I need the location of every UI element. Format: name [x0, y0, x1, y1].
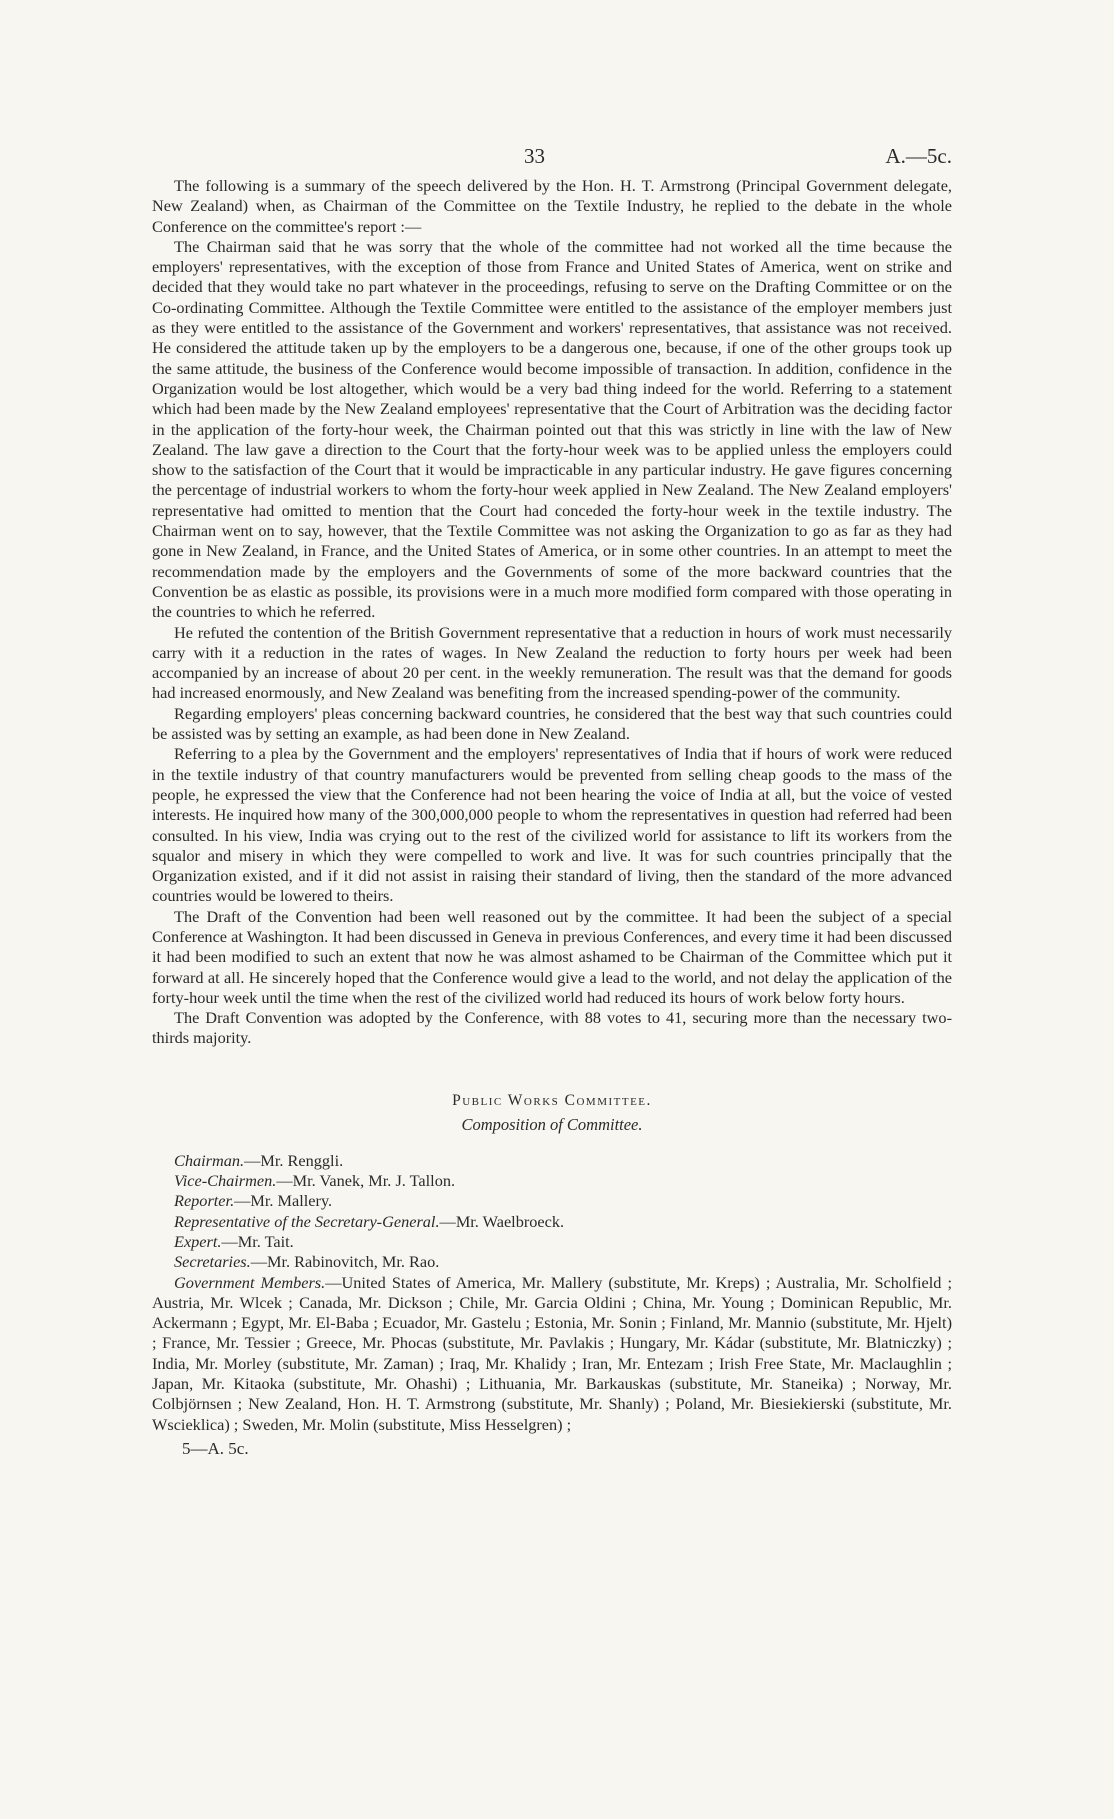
paragraph: Referring to a plea by the Government and the employers' representatives of India that if hours of work were reduced in the textile industry of that country manufacturers would be prevented from selling cheap goods to the mass of the people, he expressed the view that the Conference had not been hearing the voice of India at all, but the voice of vested interests. He inquired how many of the 300,000,000 people to whom the representatives in question had referred had been consulted. In his view, India was crying out to the rest of the civilized world for assistance to lift its workers from the squalor and misery in which they were compelled to work and live. It was for such countries principally that the Organization existed, and if it did not assist in raising their standard of living, then the standard of the more advanced countries would be lowered to theirs. — [152, 744, 952, 906]
role-label: Expert. — [174, 1231, 222, 1251]
role-value: —Mr. Tait. — [221, 1231, 294, 1251]
role-value: —Mr. Waelbroeck. — [439, 1211, 565, 1231]
role-label: Vice-Chairmen. — [174, 1171, 277, 1191]
expert-line — [152, 1232, 952, 1252]
speech-summary — [152, 176, 952, 1049]
role-value: —Mr. Rabinovitch, Mr. Rao. — [250, 1252, 440, 1272]
vice-chairmen-line — [152, 1171, 952, 1191]
page-header — [152, 140, 952, 176]
paragraph: The Draft Convention was adopted by the Conference, with 88 votes to 41, securing more than the necessary two-thirds majority. — [152, 1008, 952, 1048]
role-value: —United States of America, Mr. Mallery (substitute, Mr. Kreps) ; Australia, Mr. Scholfield ; Austria, Mr. Wlcek ; Canada, Mr. Dickson ; Chile, Mr. Garcia Oldini ; China, Mr. Young ; Dominican Republic, Mr. Ackermann ; Egypt, Mr. El-Baba ; Ecuador, Mr. Gastelu ; Estonia, Mr. Sonin ; Finland, Mr. Mannio (substitute, Mr. Hjelt) ; France, Mr. Tessier ; Greece, Mr. Phocas (substitute, Mr. Pavlakis ; Hungary, Mr. Kádar (substitute, Mr. Blatniczky) ; India, Mr. Morley (substitute, Mr. Zaman) ; Iraq, Mr. Khalidy ; Iran, Mr. Entezam ; Irish Free State, Mr. Maclaughlin ; Japan, Mr. Kitaoka (substitute, Mr. Ohashi) ; Lithuania, Mr. Barkauskas (substitute, Mr. Staneika) ; Norway, Mr. Colbjörnsen ; New Zealand, Hon. H. T. Armstrong (substitute, Mr. Shanly) ; Poland, Mr. Biesiekierski (substitute, Mr. Wscieklica) ; Sweden, Mr. Molin (substitute, Miss Hesselgren) ; — [152, 1272, 953, 1434]
role-value: —Mr. Mallery. — [234, 1191, 333, 1211]
paragraph: Regarding employers' pleas concerning backward countries, he considered that the best way that such countries could be assisted was by setting an example, as had been done in New Zealand. — [152, 703, 952, 744]
section-subtitle: Composition of Committee. — [461, 1114, 643, 1134]
paragraph: The Draft of the Convention had been well reasoned out by the committee. It had been the subject of a special Conference at Washington. It had been discussed in Geneva in previous Conferences, and every time it had been discussed it had been modified to such an extent that now he was almost ashamed to be Chairman of the Committee which put it forward at all. He sincerely hoped that the Conference would give a lead to the world, and not delay the application of the forty-hour week until the time when the rest of the civilized world had reduced its hours of work below forty hours. — [152, 906, 952, 1007]
section-title: Public Works Committee. — [452, 1091, 652, 1109]
role-label: Chairman. — [174, 1150, 245, 1170]
government-members-line — [152, 1273, 952, 1435]
role-label: Secretaries. — [174, 1252, 251, 1272]
paragraph: The following is a summary of the speech delivered by the Hon. H. T. Armstrong (Principal Government delegate, New Zealand) when, as Chairman of the Committee on the Textile Industry, he replied to the debate in the whole Conference on the committee's report :— — [152, 176, 952, 236]
committee-composition — [152, 1151, 952, 1435]
document-page — [152, 140, 952, 1459]
role-value: —Mr. Vanek, Mr. J. Tallon. — [276, 1171, 456, 1191]
document-reference: A.—5c. — [885, 144, 952, 168]
chairman-line — [152, 1151, 952, 1171]
page-number: 33 — [524, 144, 545, 168]
secretaries-line — [152, 1252, 952, 1272]
page-footer: 5—A. 5c. — [182, 1438, 249, 1458]
paragraph: He refuted the contention of the British Government representative that a reduction in hours of work must necessarily carry with it a reduction in the rates of wages. In New Zealand the reduction to forty hours per week had been accompanied by an increase of about 20 per cent. in the weekly remuneration. The result was that the demand for goods had increased enormously, and New Zealand was benefiting from the increased spending-power of the community. — [152, 622, 952, 703]
role-value: —Mr. Renggli. — [244, 1150, 344, 1170]
role-label: Representative of the Secretary-General. — [174, 1211, 440, 1231]
reporter-line — [152, 1191, 952, 1211]
representative-line — [152, 1212, 952, 1232]
role-label: Reporter. — [174, 1191, 235, 1211]
section-heading — [152, 1089, 952, 1137]
paragraph: The Chairman said that he was sorry that the whole of the committee had not worked all the time because the employers' representatives, with the exception of those from France and United States of America, went on strike and decided that they would take no part whatever in the proceedings, refusing to serve on the Drafting Committee or on the Co-ordinating Committee. Although the Textile Committee were entitled to the assistance of the employer members just as they were entitled to the assistance of the Government and workers' representatives, that assistance was not received. He considered the attitude taken up by the employers to be a dangerous one, because, if one of the other groups took up the same attitude, the business of the Conference would become impossible of transaction. In addition, confidence in the Organization would be lost altogether, which would be a very bad thing indeed for the world. Referring to a statement which had been made by the New Zealand employees' representative that the Court of Arbitration was the deciding factor in the application of the forty-hour week, the Chairman pointed out that this was strictly in line with the law of New Zealand. The law gave a direction to the Court that the forty-hour week was to be applied unless the employers could show to the satisfaction of the Court that it would be impracticable in any particular industry. He gave figures concerning the percentage of industrial workers to whom the forty-hour week applied in New Zealand. The New Zealand employers' representative had omitted to mention that the Court had conceded the forty-hour week in the textile industry. The Chairman went on to say, however, that the Textile Committee was not asking the Organization to go as far as they had gone in New Zealand, in France, and the United States of America, or in some other countries. In an attempt to meet the recommendation made by the employers and the Governments of some of the more backward countries that the Convention be as elastic as possible, its provisions were in a much more modified form compared with those operating in the countries to which he referred. — [152, 236, 952, 622]
role-label: Government Members. — [174, 1272, 326, 1292]
